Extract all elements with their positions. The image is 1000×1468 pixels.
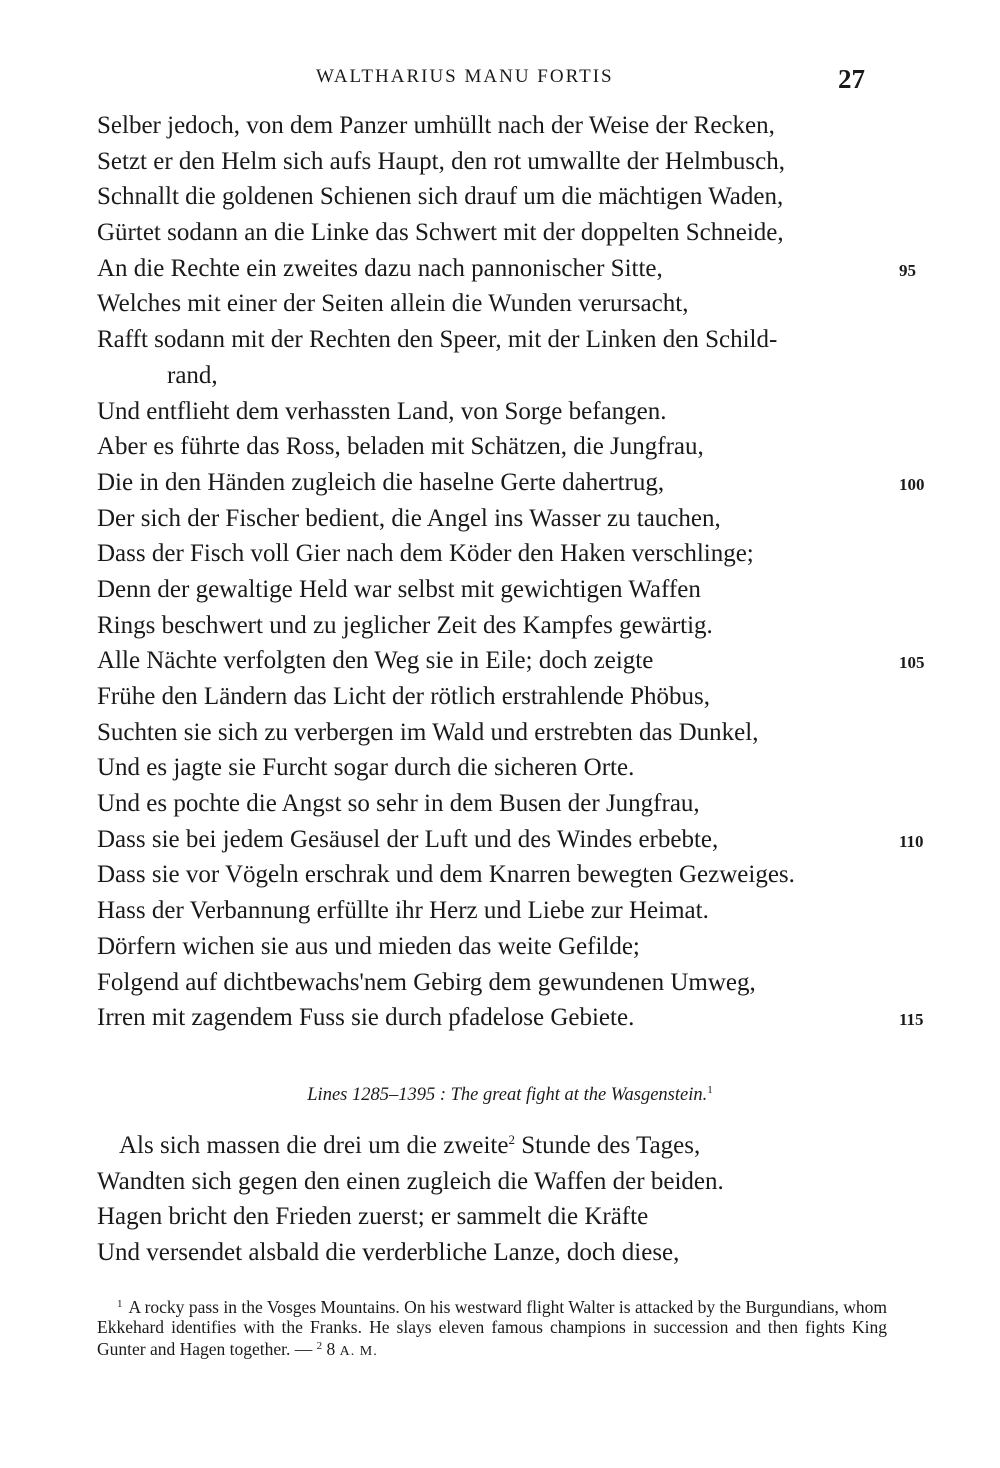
verse-text: Stunde des Tages, [514,1132,701,1159]
section-heading-text: Lines 1285–1395 : The great fight at the Wasgenstein. [307,1085,708,1106]
verse-text: Als sich massen die drei um die zweite [119,1132,509,1159]
verse-line [97,679,947,715]
footnote [97,1295,887,1362]
verse-line: Und versendet alsbald die verderbliche Lanze, doch diese, [97,1239,680,1267]
verse-text: Schnallt die goldenen Schienen sich drauf um die mächtigen Waden, [97,183,784,211]
verse-line [97,251,947,287]
verse-line [97,215,947,251]
footnote-ref-1: 1 [707,1084,713,1096]
verse-line [97,786,947,822]
verse-line [97,501,947,537]
footnote-marker-2: 2 [316,1340,323,1352]
verse-text: Irren mit zagendem Fuss sie durch pfadelose Gebiete. [97,1004,635,1032]
verse-text: Selber jedoch, von dem Panzer umhüllt nach der Weise der Recken, [97,112,775,139]
verse-text: Alle Nächte verfolgten den Weg sie in Eile; doch zeigte [97,647,654,675]
verse-line: Wandten sich gegen den einen zugleich die Waffen der beiden. [97,1167,724,1195]
line-number: 95 [899,260,916,280]
verse-text: Rings beschwert und zu jeglicher Zeit des Kampfes gewärtig. [97,611,713,639]
verse-line [97,429,947,465]
verse-text: Und es pochte die Angst so sehr in dem Busen der Jungfrau, [97,790,700,818]
verse-text: Und entflieht dem verhassten Land, von Sorge befangen. [97,397,667,425]
verse-line [97,608,947,644]
verse-line [97,965,947,1001]
verse-line [97,893,947,929]
verse-text: Dass sie bei jedem Gesäusel der Luft und des Windes erbebte, [97,825,719,853]
verse-text: Und es jagte sie Furcht sogar durch die sicheren Orte. [97,754,635,782]
verse-text: Rafft sodann mit der Rechten den Speer, mit der Linken den Schild- [97,326,778,354]
footnote-time: 8 [326,1339,336,1359]
verse-text: rand, [167,361,218,389]
verse-line [97,822,947,858]
verse-line [97,358,947,394]
verse-text: Dörfern wichen sie aus und mieden das weite Gefilde; [97,932,640,960]
verse-line [97,1128,947,1164]
page-header [0,64,1000,98]
poem-passage-2 [97,1128,947,1271]
verse-line [97,144,947,180]
verse-line [97,750,947,786]
verse-text: Der sich der Fischer bedient, die Angel ins Wasser zu tauchen, [97,504,721,532]
verse-line [97,465,947,501]
verse-line [97,322,947,358]
line-number: 110 [899,831,924,851]
verse-text: Folgend auf dichtbewachs'nem Gebirg dem gewundenen Umweg, [97,968,756,996]
verse-text: Denn der gewaltige Held war selbst mit gewichtigen Waffen [97,575,701,603]
page-number: 27 [838,64,865,94]
verse-text: Welches mit einer der Seiten allein die Wunden verursacht, [97,290,689,318]
verse-text: Frühe den Ländern das Licht der rötlich erstrahlende Phöbus, [97,683,711,710]
line-number: 115 [899,1010,924,1030]
verse-line [97,857,947,893]
verse-line [97,929,947,965]
verse-line [97,1000,947,1036]
footnote-text: A rocky pass in the Vosges Mountains. On his westward flight Walter is attacked by the Burgundians, whom Ekkehard identifies with the Franks. He slays eleven famous champions in succession and then fights King Gunter and Hagen together. — [97,1297,887,1359]
section-heading [0,1084,1000,1106]
verse-line [97,179,947,215]
line-number: 105 [899,653,925,673]
verse-text: An die Rechte ein zweites dazu nach pannonischer Sitte, [97,254,663,282]
poem-passage [97,108,947,1036]
footnote-marker: 1 [117,1298,123,1310]
verse-text: Dass sie vor Vögeln erschrak und dem Knarren bewegten Gezweiges. [97,861,795,889]
verse-line [97,286,947,322]
footnote-ref-2: 2 [508,1132,515,1147]
verse-line [97,394,947,430]
verse-line [97,643,947,679]
verse-text: Suchten sie sich zu verbergen im Wald und erstrebten das Dunkel, [97,718,759,746]
running-title: WALTHARIUS MANU FORTIS [316,66,614,87]
verse-line [97,536,947,572]
verse-text: Dass der Fisch voll Gier nach dem Köder den Haken verschlinge; [97,540,754,568]
verse-line [97,715,947,751]
verse-line [97,572,947,608]
verse-text: Hass der Verbannung erfüllte ihr Herz und Liebe zur Heimat. [97,897,709,925]
verse-text: Setzt er den Helm sich aufs Haupt, den rot umwallte der Helmbusch, [97,147,786,175]
verse-text: Die in den Händen zugleich die haselne Gerte dahertrug, [97,468,665,496]
verse-text: Gürtet sodann an die Linke das Schwert mit der doppelten Schneide, [97,219,784,247]
verse-line: Hagen bricht den Frieden zuerst; er sammelt die Kräfte [97,1203,649,1231]
verse-line [97,108,947,144]
line-number: 100 [899,474,925,494]
verse-text: Aber es führte das Ross, beladen mit Schätzen, die Jungfrau, [97,433,704,461]
footnote-time-suffix: A. M. [339,1344,378,1359]
